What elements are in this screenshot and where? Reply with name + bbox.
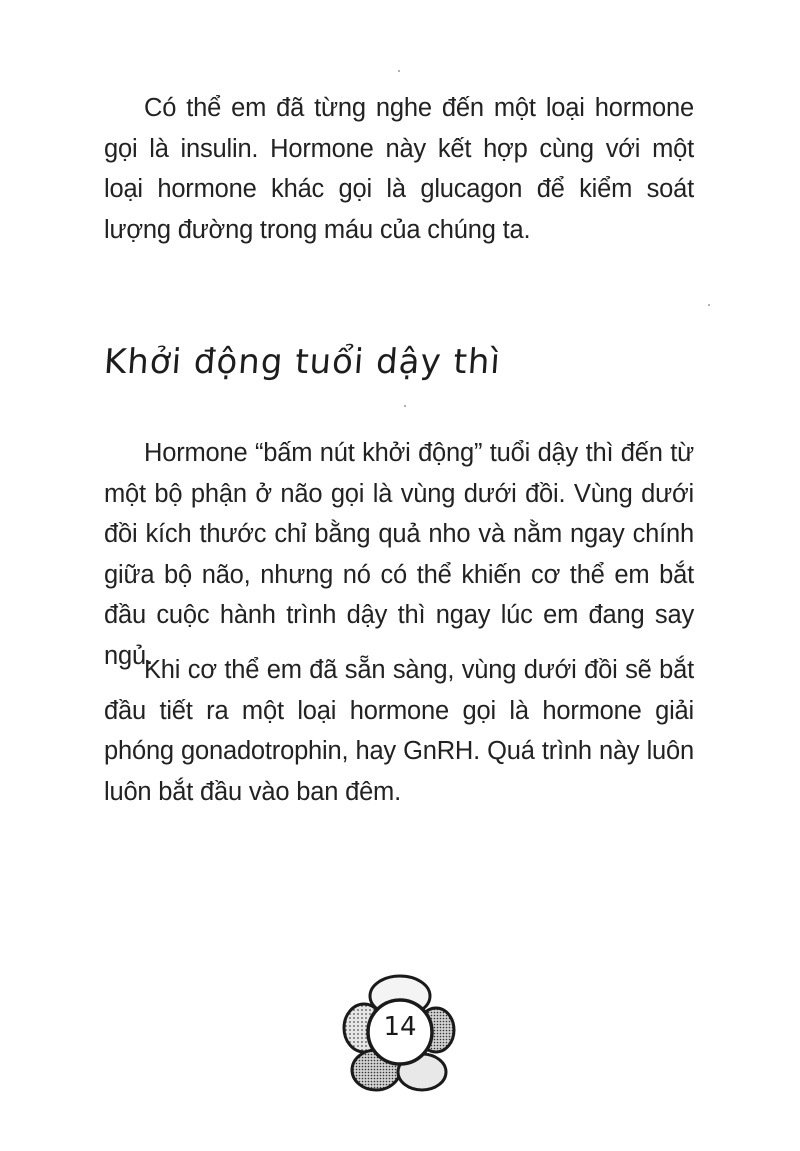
- paper-speck: [404, 405, 406, 407]
- paragraph-insulin: Có thể em đã từng nghe đến một loại hormone gọi là insulin. Hormone này kết hợp cùng với một loại hormone khác gọi là glucagon để kiểm soát lượng đường trong máu của chúng ta.: [104, 94, 694, 244]
- page-number-badge: [340, 972, 460, 1102]
- paper-speck: [398, 70, 400, 72]
- section-heading: Khởi động tuổi dậy thì: [102, 342, 503, 382]
- paragraph-hypothalamus: Hormone “bấm nút khởi động” tuổi dậy thì đến từ một bộ phận ở não gọi là vùng dưới đồi. Vùng dưới đồi kích thước chỉ bằng quả nho và nằm ngay chính giữa bộ não, nhưng nó có thể khiến cơ thể em bắt đầu cuộc hành trình dậy thì ngay lúc em đang say ngủ.: [104, 439, 694, 670]
- paragraph-gnrh: Khi cơ thể em đã sẵn sàng, vùng dưới đồi sẽ bắt đầu tiết ra một loại hormone gọi là hormone giải phóng gonadotrophin, hay GnRH. Quá trình này luôn luôn bắt đầu vào ban đêm.: [104, 656, 694, 806]
- page-number: 14: [383, 1012, 417, 1042]
- paper-speck: [708, 304, 710, 306]
